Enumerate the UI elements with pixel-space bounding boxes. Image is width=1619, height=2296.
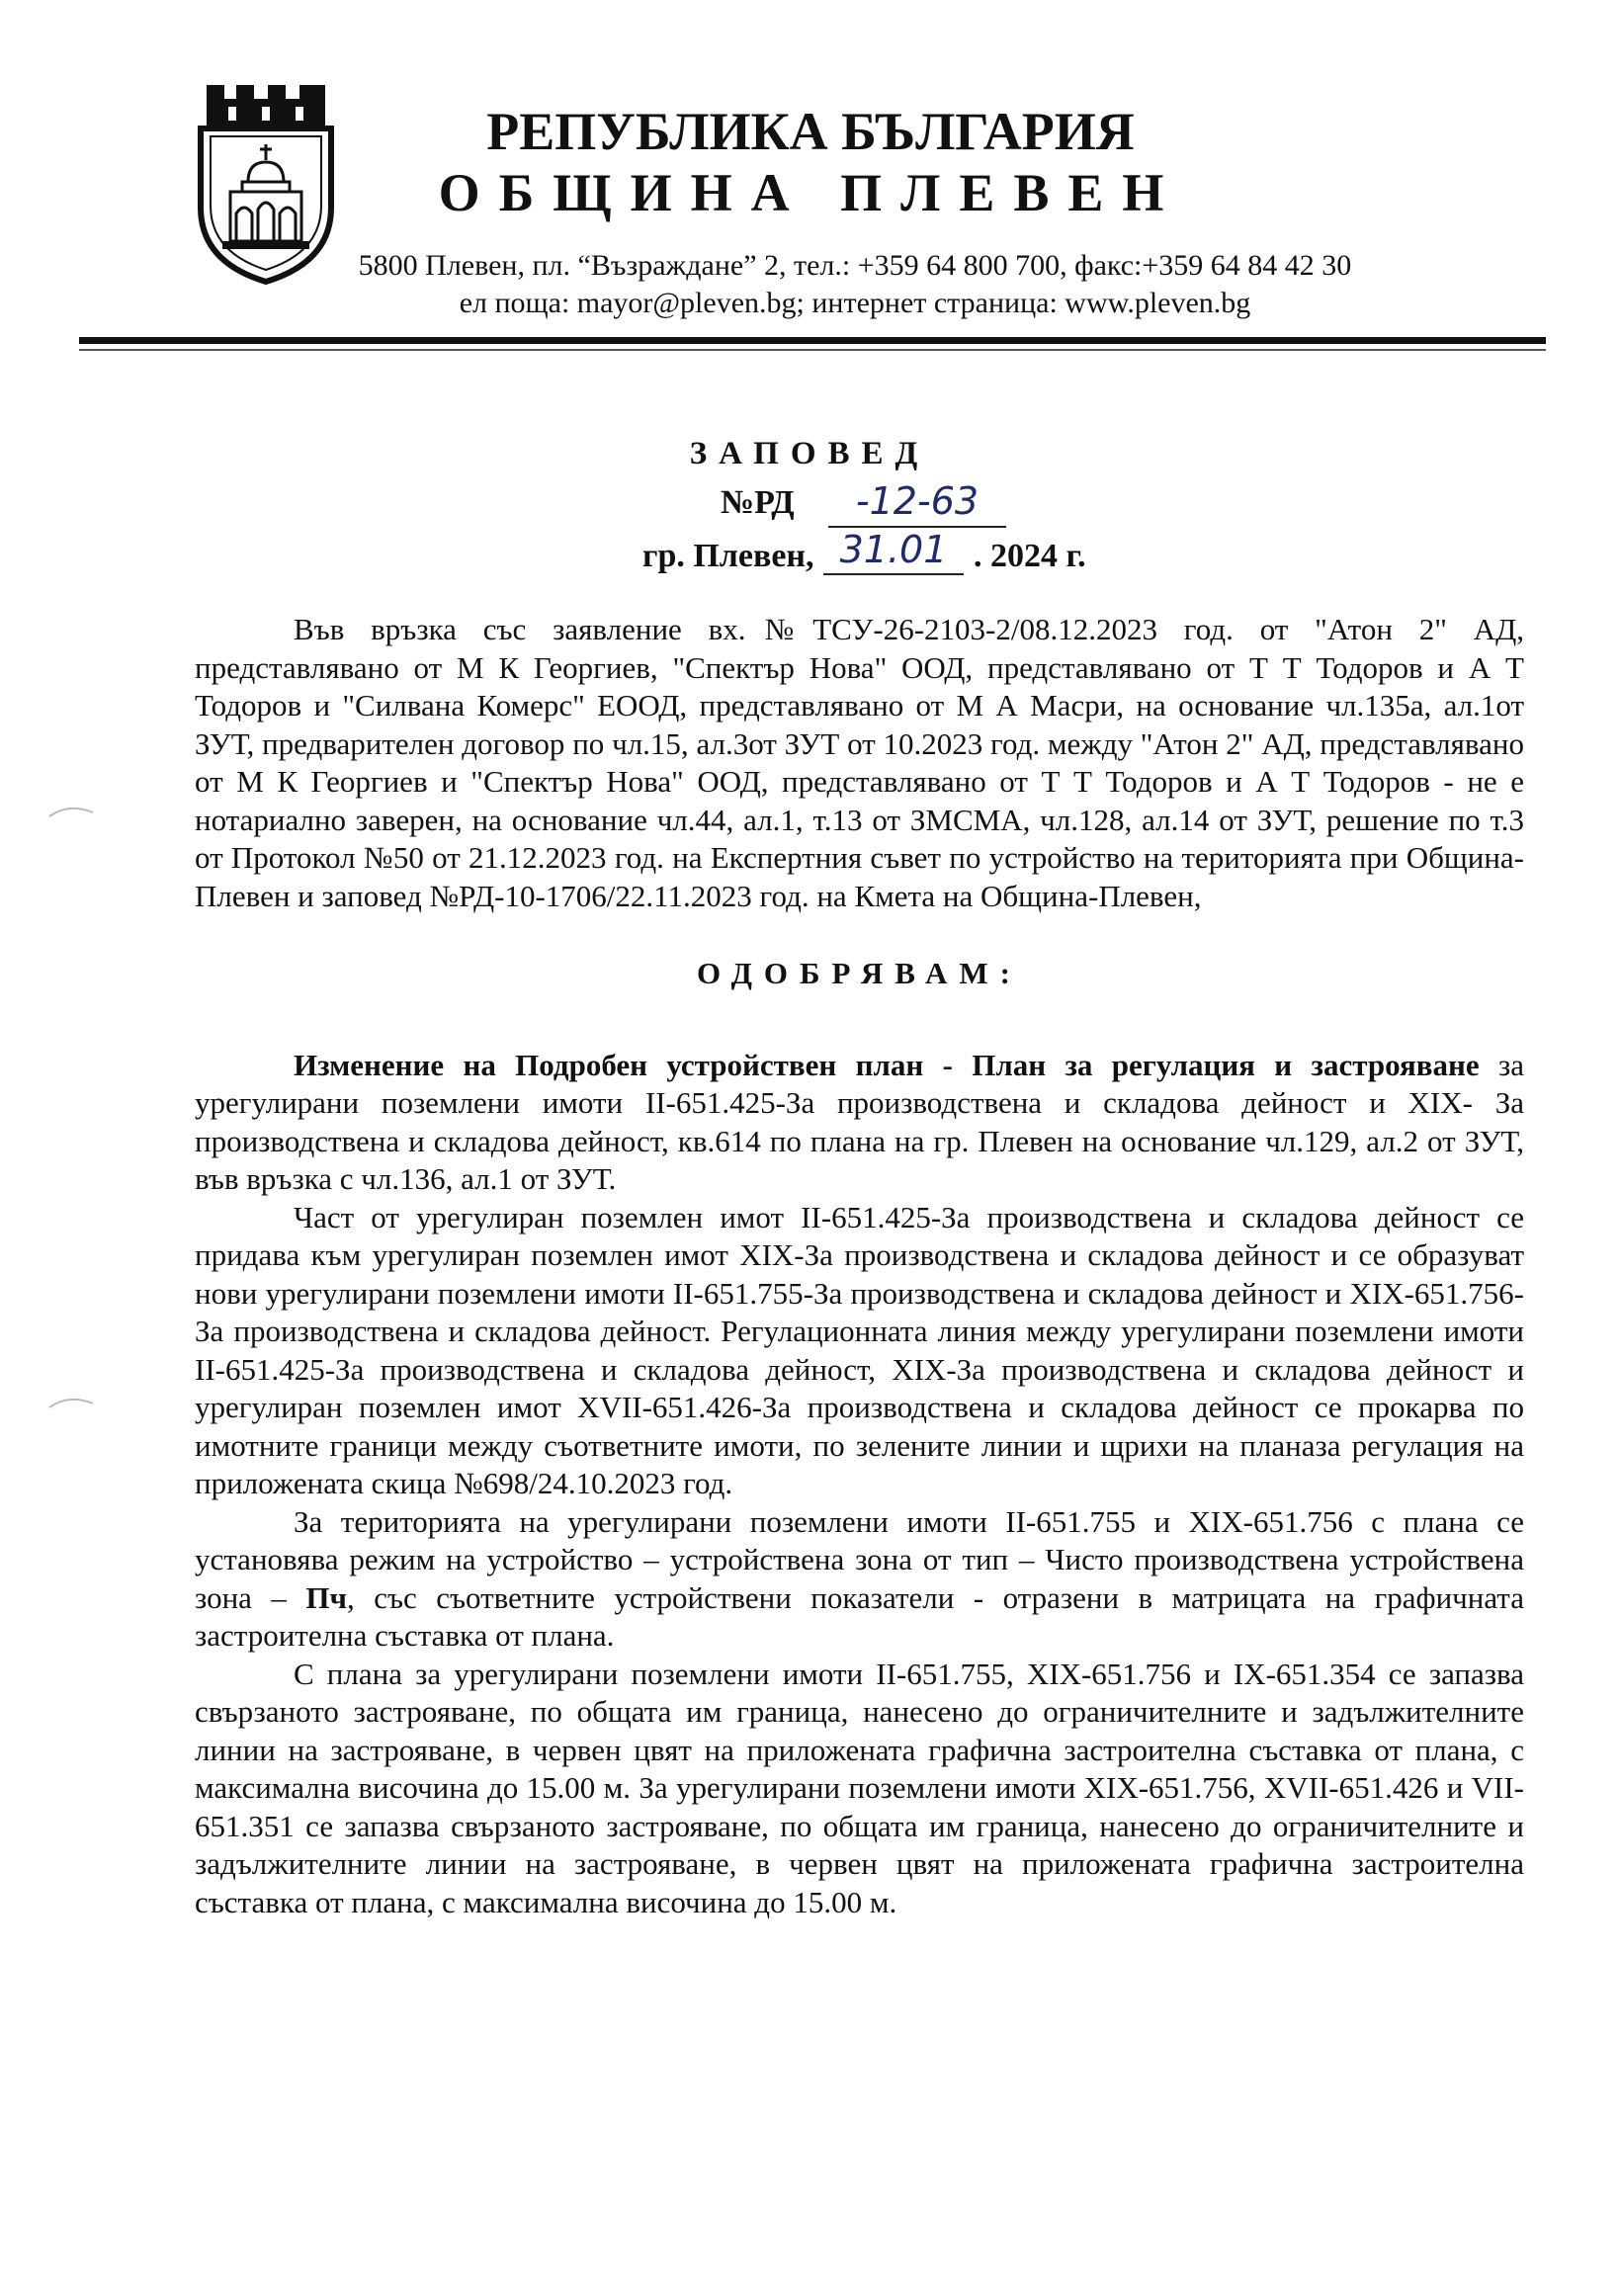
zone-text-2: , със съответните устройствени показатели - отразени в матрицата на графичната застроителна съставка от плана. [195,1579,1524,1653]
contact-line: ел поща: mayor@pleven.bg; интернет страница: www.pleven.bg [459,287,1251,319]
zone-paragraph [195,1503,1524,1656]
building-paragraph: С плана за урегулирани поземлени имоти II-651.755, XIX-651.756 и IX-651.354 се запазва свързаното застрояване, по общата им граница, нанесено до ограничителните и задължителните линии на застрояване, в червен цвят на приложената графична застроителна съставка от плана, с максимална височина до 15.00 м. За урегулирани поземлени имоти XIX-651.756, XVII-651.426 и VII-651.351 се запазва свързаното застрояване, по общата им граница, нанесено до ограничителните и задължителните линии на застрояване, в червен цвят на приложената графична застроителна съставка от плана, с максимална височина до 15.00 м. [195,1656,1524,1919]
order-year: . 2024 г. [974,538,1086,574]
header-rule-thin [79,349,1546,351]
handwritten-order-number: -12-63 [828,476,1006,528]
municipality-title: ОБЩИНА ПЛЕВЕН [438,163,1183,222]
handwritten-date: 31.01 [823,526,964,575]
regulation-paragraph: Част от урегулиран поземлен имот II-651.425-За производствена и складова дейност се придава към урегулиран поземлен имот XIX-За производствена и складова дейност и се образуват нови урегулирани поземлени имоти II-651.755-За производствена и складова дейност и XIX-651.756-За производствена и складова дейност. Регулационната линия между урегулирани поземлени имоти II-651.425-За производствена и складова дейност, XIX-За производствена и складова дейност и урегулиран поземлен имот XVII-651.426-За производствена и складова дейност се прокарва по имотните граници между съответните имоти, по зелените линии и щрихи на планаза регулация на приложената скица №698/24.10.2023 год. [195,1199,1524,1500]
order-number-prefix: №РД [721,484,795,521]
order-title: ЗАПОВЕД [689,436,930,471]
zone-code: Пч [305,1579,347,1615]
order-place: гр. Плевен, [642,538,814,574]
approve-heading: ОДОБРЯВАМ: [697,956,1022,990]
republic-title: РЕПУБЛИКА БЪЛГАРИЯ [486,102,1135,161]
scan-mark-icon [47,1392,97,1411]
scan-mark-icon [47,801,97,820]
address-line: 5800 Плевен, пл. “Възраждане” 2, тел.: +359 64 800 700, факс:+359 64 84 42 30 [358,249,1352,282]
zone-text-1: За територията на урегулирани поземлени имоти II-651.755 и XIX-651.756 с плана се установява режим на устройство – устройствена зона от тип – Чисто производствена устройствена зона – [195,1503,1524,1615]
amendment-title: Изменение на Подробен устройствен план - План за регулация и застрояване [294,1047,1480,1082]
amendment-text: за урегулирани поземлени имоти II-651.425-За производствена и складова дейност и XIX- За производствена и складова дейност, кв.614 по плана на гр. Плевен на основание чл.129, ал.2 от ЗУТ, във връзка с чл.136, ал.1 от ЗУТ. [195,1047,1524,1196]
header-rule-thick [79,337,1546,344]
amendment-paragraph [195,1047,1524,1199]
order-body [195,611,1524,1921]
preamble-paragraph: Във връзка със заявление вх.№ТСУ-26-2103-2/08.12.2023 год. от "Атон 2" АД, представлявано от М К Георгиев, "Спектър Нова" ООД, представлявано от Т Т Тодоров и А Т Тодоров и "Силвана Комерс" ЕООД, представлявано от М А Масри, на основание чл.135а, ал.1от ЗУТ, предварителен договор по чл.15, ал.3от ЗУТ от 10.2023 год. между "Атон 2" АД, представлявано от М К Георгиев и "Спектър Нова" ООД, представлявано от Т Т Тодоров и А Т Тодоров - не е нотариално заверен, на основание чл.44, ал.1, т.13 от ЗМСМА, чл.128, ал.14 от ЗУТ, решение по т.3 от Протокол №50 от 21.12.2023 год. на Експертния съвет по устройство на територията при Община-Плевен и заповед №РД-10-1706/22.11.2023 год. на Кмета на Община-Плевен, [195,612,1524,913]
